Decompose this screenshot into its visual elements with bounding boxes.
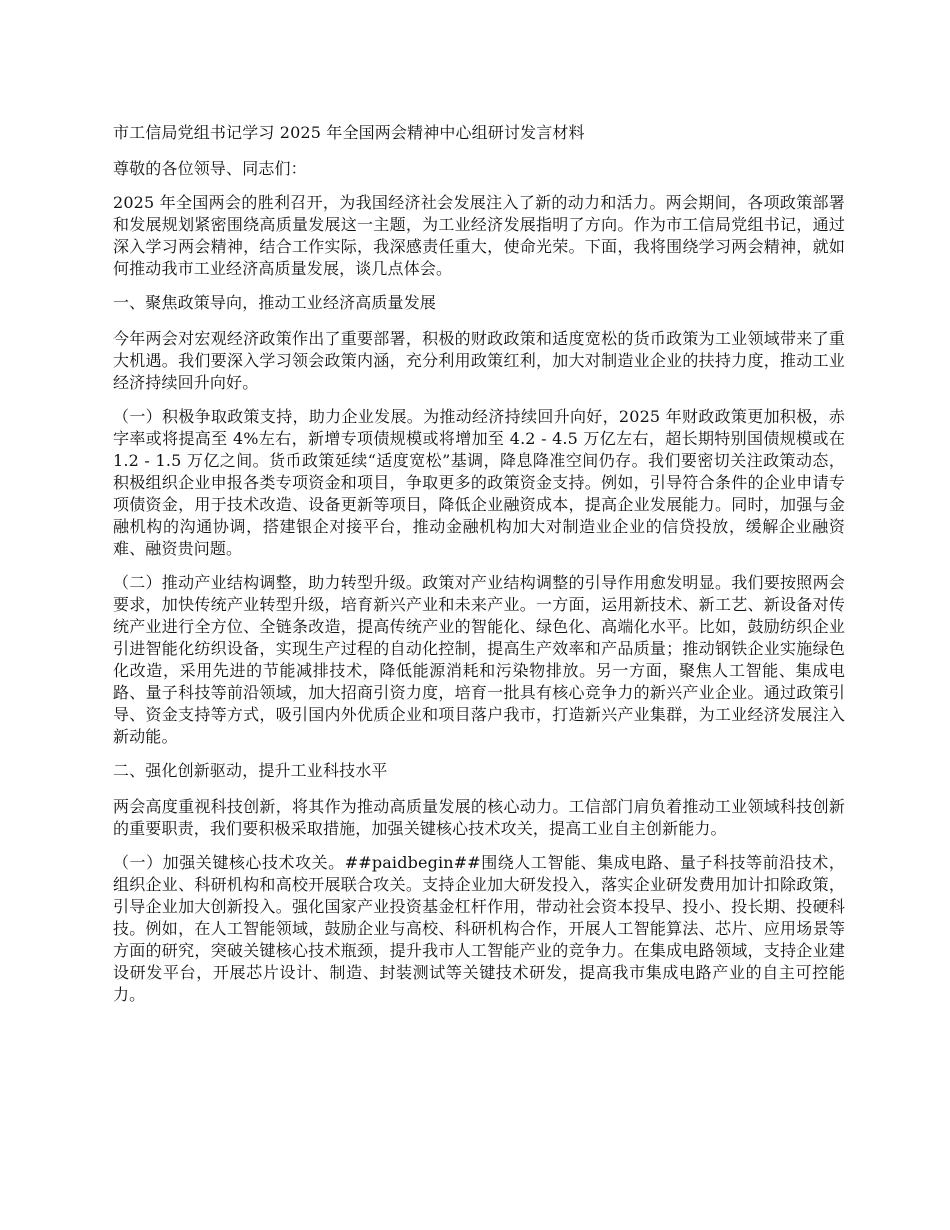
document-title: 市工信局党组书记学习 2025 年全国两会精神中心组研讨发言材料 (113, 123, 585, 142)
section-1-paragraph: 今年两会对宏观经济政策作出了重要部署，积极的财政政策和适度宽松的货币政策为工业领域带来了重大机遇。我们要深入学习领会政策内涵，充分利用政策红利，加大对制造业企业的扶持力度，推动工业经济持续回升向好。 (113, 329, 845, 392)
section-2-subsection-1: （一）加强关键核心技术攻关。##paidbegin##围绕人工智能、集成电路、量子科技等前沿技术，组织企业、科研机构和高校开展联合攻关。支持企业加大研发投入，落实企业研发费用加计扣除政策，引导企业加大创新投入。强化国家产业投资基金杠杆作用，带动社会资本投早、投小、投长期、投硬科技。例如，在人工智能领域，鼓励企业与高校、科研机构合作，开展人工智能算法、芯片、应用场景等方面的研究，突破关键核心技术瓶颈，提升我市人工智能产业的竞争力。在集成电路领域，支持企业建设研发平台，开展芯片设计、制造、封装测试等关键技术研发，提高我市集成电路产业的自主可控能力。 (113, 853, 845, 1004)
salutation: 尊敬的各位领导、同志们： (113, 159, 307, 178)
intro-paragraph: 2025 年全国两会的胜利召开，为我国经济社会发展注入了新的动力和活力。两会期间，各项政策部署和发展规划紧密围绕高质量发展这一主题，为工业经济发展指明了方向。作为市工信局党组书记，通过深入学习两会精神，结合工作实际，我深感责任重大，使命光荣。下面，我将围绕学习两会精神，就如何推动我市工业经济高质量发展，谈几点体会。 (113, 193, 845, 278)
section-2-paragraph: 两会高度重视科技创新，将其作为推动高质量发展的核心动力。工信部门肩负着推动工业领域科技创新的重要职责，我们要积极采取措施，加强关键核心技术攻关，提高工业自主创新能力。 (113, 797, 845, 838)
document-page (113, 122, 845, 1018)
section-1-subsection-2: （二）推动产业结构调整，助力转型升级。政策对产业结构调整的引导作用愈发明显。我们要按照两会要求，加快传统产业转型升级，培育新兴产业和未来产业。一方面，运用新技术、新工艺、新设备对传统产业进行全方位、全链条改造，提高传统产业的智能化、绿色化、高端化水平。比如，鼓励纺织企业引进智能化纺织设备，实现生产过程的自动化控制，提高生产效率和产品质量；推动钢铁企业实施绿色化改造，采用先进的节能减排技术，降低能源消耗和污染物排放。另一方面，聚焦人工智能、集成电路、量子科技等前沿领域，加大招商引资力度，培育一批具有核心竞争力的新兴产业企业。通过政策引导、资金支持等方式，吸引国内外优质企业和项目落户我市，打造新兴产业集群，为工业经济发展注入新动能。 (113, 573, 845, 746)
section-heading-1: 一、聚焦政策导向，推动工业经济高质量发展 (113, 293, 437, 312)
section-1-subsection-1: （一）积极争取政策支持，助力企业发展。为推动经济持续回升向好，2025 年财政政策更加积极，赤字率或将提高至 4%左右，新增专项债规模或将增加至 4.2 - 4.5 万亿左右，超长期特别国债规模或在 1.2 - 1.5 万亿之间。货币政策延续“适度宽松”基调，降息降准空间仍存。我们要密切关注政策动态，积极组织企业申报各类专项资金和项目，争取更多的政策资金支持。例如，引导符合条件的企业申请专项债资金，用于技术改造、设备更新等项目，降低企业融资成本，提高企业发展能力。同时，加强与金融机构的沟通协调，搭建银企对接平台，推动金融机构加大对制造业企业的信贷投放，缓解企业融资难、融资贵问题。 (113, 407, 845, 558)
section-heading-2: 二、强化创新驱动，提升工业科技水平 (113, 761, 388, 780)
